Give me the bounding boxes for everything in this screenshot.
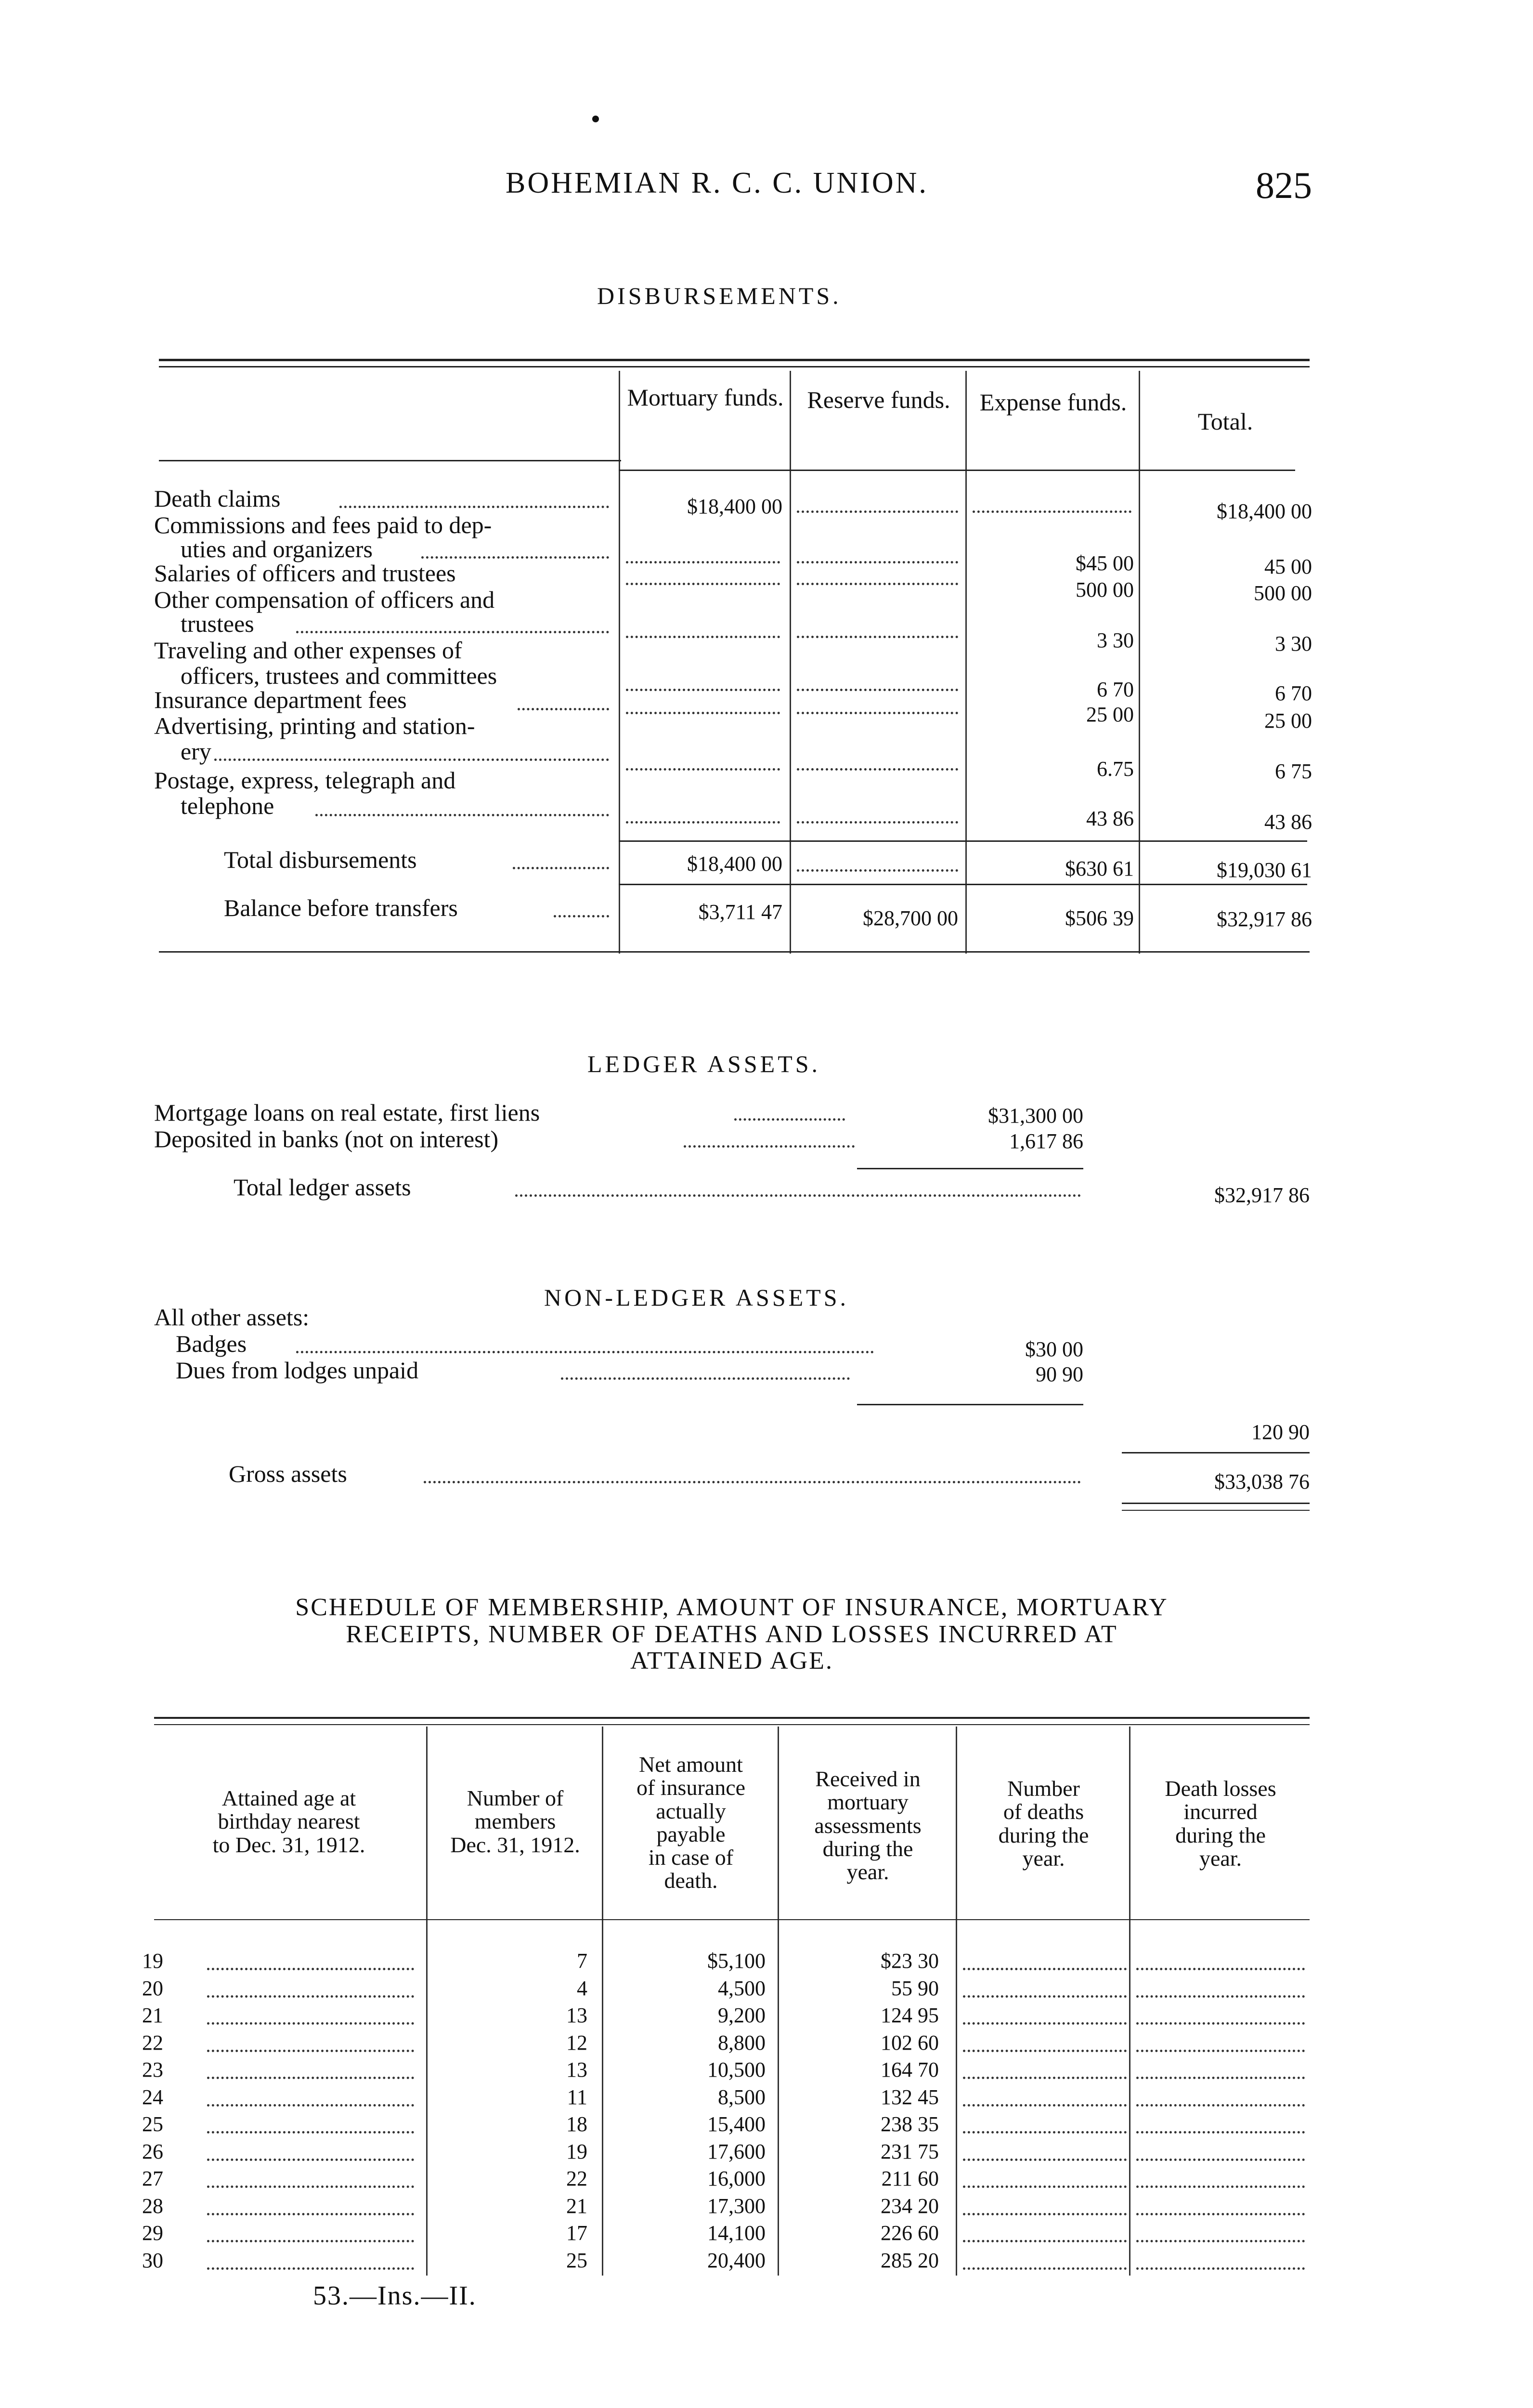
gross-assets-label: Gross assets bbox=[229, 1460, 347, 1487]
header-line: Attained age at bbox=[221, 1786, 356, 1810]
cell-age: 21 bbox=[142, 2003, 163, 2027]
nonledger-subtotal-rule bbox=[857, 1404, 1083, 1405]
cell-members: 19 bbox=[566, 2139, 587, 2163]
nonledger-row-label: Dues from lodges unpaid bbox=[176, 1357, 419, 1384]
cell-received: 55 90 bbox=[891, 1976, 939, 2000]
cell-age: 19 bbox=[142, 1949, 163, 1973]
leader-dots bbox=[207, 2267, 414, 2270]
col-divider bbox=[790, 371, 791, 954]
table-row bbox=[0, 2032, 1533, 2060]
losses-leader-dots bbox=[1136, 2131, 1305, 2133]
cell-received: 226 60 bbox=[881, 2221, 939, 2245]
cell-age: 23 bbox=[142, 2058, 163, 2081]
leader-dots bbox=[339, 506, 609, 508]
leader-dots bbox=[207, 1995, 414, 1998]
leader-dots bbox=[214, 759, 609, 761]
table-row bbox=[0, 1950, 1533, 1978]
table-row bbox=[0, 2168, 1533, 2196]
deaths-leader-dots bbox=[963, 1995, 1127, 1998]
disb-row-label: Insurance department fees bbox=[154, 686, 407, 713]
schedule-title-line: RECEIPTS, NUMBER OF DEATHS AND LOSSES INCURRED AT bbox=[346, 1620, 1118, 1648]
footer-signature: 53.—Ins.—II. bbox=[313, 2281, 477, 2311]
col-header-reserve: Reserve funds. bbox=[807, 386, 950, 413]
disb-row-label: Salaries of officers and trustees bbox=[154, 560, 456, 587]
total-disbursements-label: Total disbursements bbox=[224, 846, 417, 873]
leader-dots bbox=[207, 2213, 414, 2215]
col-divider bbox=[1139, 371, 1140, 954]
leader-dots bbox=[207, 2131, 414, 2133]
header-line: during the bbox=[998, 1822, 1089, 1847]
leader-dots bbox=[797, 869, 958, 872]
header-line: to Dec. 31, 1912. bbox=[212, 1832, 365, 1857]
leader-dots bbox=[207, 1968, 414, 1970]
cell-received: 231 75 bbox=[881, 2139, 939, 2163]
disb-row-label: Advertising, printing and station- bbox=[154, 712, 475, 739]
cell-age: 28 bbox=[142, 2194, 163, 2218]
header-line: Number of bbox=[467, 1786, 564, 1810]
cell-insurance: $5,100 bbox=[707, 1949, 766, 1973]
cell-insurance: 15,400 bbox=[707, 2112, 766, 2136]
header-line: in case of bbox=[648, 1845, 734, 1870]
losses-leader-dots bbox=[1136, 2186, 1305, 2188]
disbursements-top-rule-2 bbox=[159, 366, 1310, 367]
cell-age: 30 bbox=[142, 2248, 163, 2272]
leader-dots bbox=[797, 583, 958, 585]
cell-members: 25 bbox=[566, 2248, 587, 2272]
losses-leader-dots bbox=[1136, 2159, 1305, 2161]
leader-dots bbox=[513, 867, 609, 869]
nonledger-row-value: 90 90 bbox=[1036, 1362, 1083, 1386]
leader-dots bbox=[973, 510, 1131, 513]
losses-leader-dots bbox=[1136, 1995, 1305, 1998]
cell-received: 238 35 bbox=[881, 2112, 939, 2136]
header-line: year. bbox=[1022, 1845, 1065, 1871]
cell-members: 7 bbox=[577, 1949, 587, 1973]
disb-total-value: $18,400 00 bbox=[1217, 499, 1312, 523]
disb-expense-value: 6.75 bbox=[1097, 757, 1134, 781]
leader-dots bbox=[296, 1351, 874, 1353]
table-row bbox=[0, 2059, 1533, 2087]
col-header-mortuary: Mortuary funds. bbox=[627, 384, 784, 411]
cell-insurance: 16,000 bbox=[707, 2167, 766, 2190]
leader-dots bbox=[207, 2077, 414, 2079]
cell-insurance: 20,400 bbox=[707, 2248, 766, 2272]
schedule-title bbox=[144, 1594, 1319, 1675]
disbursements-top-rule bbox=[159, 359, 1310, 361]
header-line: year. bbox=[846, 1859, 889, 1885]
disb-row-label: Postage, express, telegraph and bbox=[154, 767, 456, 794]
page-header-title: BOHEMIAN R. C. C. UNION. bbox=[506, 167, 928, 199]
cell-received: 132 45 bbox=[881, 2085, 939, 2109]
losses-leader-dots bbox=[1136, 2213, 1305, 2215]
disb-row-label: trustees bbox=[181, 610, 254, 637]
disb-row-label: Traveling and other expenses of bbox=[154, 637, 462, 664]
gross-under-rule-2 bbox=[1122, 1510, 1310, 1511]
cell-members: 18 bbox=[566, 2112, 587, 2136]
header-line: Net amount bbox=[639, 1752, 743, 1777]
header-line: payable bbox=[656, 1821, 726, 1846]
leader-dots bbox=[207, 2186, 414, 2188]
leader-dots bbox=[626, 636, 780, 638]
cell-insurance: 17,300 bbox=[707, 2194, 766, 2218]
cell-age: 22 bbox=[142, 2030, 163, 2055]
leader-dots bbox=[797, 821, 958, 824]
header-line: members bbox=[474, 1809, 556, 1834]
sched-header-age bbox=[154, 1787, 424, 1857]
header-line: year. bbox=[1199, 1845, 1242, 1871]
header-line: Received in bbox=[815, 1767, 921, 1791]
disb-expense-value: $45 00 bbox=[1076, 551, 1134, 575]
col-divider bbox=[619, 371, 620, 954]
table-row bbox=[0, 2250, 1533, 2278]
deaths-leader-dots bbox=[963, 2131, 1127, 2133]
leader-dots bbox=[797, 636, 958, 638]
balance-label: Balance before transfers bbox=[224, 894, 458, 921]
cell-insurance: 9,200 bbox=[718, 2003, 766, 2027]
disbursements-title: DISBURSEMENTS. bbox=[597, 282, 842, 309]
ink-mark bbox=[592, 116, 599, 122]
header-line: actually bbox=[656, 1798, 726, 1823]
cell-received: 102 60 bbox=[881, 2030, 939, 2055]
balance-above-rule bbox=[619, 884, 1307, 885]
header-line: Death losses bbox=[1165, 1776, 1276, 1801]
losses-leader-dots bbox=[1136, 2104, 1305, 2107]
header-line: of deaths bbox=[1003, 1799, 1084, 1824]
leader-dots bbox=[684, 1145, 855, 1148]
total-expense: $630 61 bbox=[1065, 857, 1134, 880]
table-row bbox=[0, 2114, 1533, 2142]
gross-assets-value: $33,038 76 bbox=[1214, 1470, 1310, 1493]
leader-dots bbox=[207, 2159, 414, 2161]
disb-total-value: 6 70 bbox=[1275, 681, 1312, 705]
disb-row-label: uties and organizers bbox=[181, 536, 373, 563]
disb-total-value: 3 30 bbox=[1275, 632, 1312, 655]
header-line: death. bbox=[664, 1868, 718, 1893]
col-divider bbox=[965, 371, 967, 954]
gross-above-rule bbox=[1122, 1452, 1310, 1453]
cell-insurance: 4,500 bbox=[718, 1976, 766, 2000]
cell-insurance: 17,600 bbox=[707, 2139, 766, 2163]
col-header-expense: Expense funds. bbox=[979, 389, 1127, 416]
disb-row-label: officers, trustees and committees bbox=[181, 662, 497, 689]
leader-dots bbox=[515, 1194, 1081, 1197]
leader-dots bbox=[734, 1118, 845, 1121]
schedule-top-rule bbox=[154, 1717, 1310, 1719]
deaths-leader-dots bbox=[963, 2213, 1127, 2215]
table-row bbox=[0, 1978, 1533, 2006]
total-mortuary: $18,400 00 bbox=[687, 852, 782, 876]
disb-mortuary-value: $18,400 00 bbox=[687, 495, 782, 518]
header-line: during the bbox=[822, 1836, 913, 1861]
cell-age: 20 bbox=[142, 1976, 163, 2000]
leader-dots bbox=[554, 915, 609, 917]
deaths-leader-dots bbox=[963, 2240, 1127, 2242]
cell-members: 17 bbox=[566, 2221, 587, 2245]
table-row bbox=[0, 2141, 1533, 2169]
table-row bbox=[0, 2087, 1533, 2115]
leader-dots bbox=[207, 2022, 414, 2025]
schedule-header-under-rule bbox=[154, 1919, 1310, 1920]
gross-under-rule bbox=[1122, 1503, 1310, 1504]
ledger-row-value: $31,300 00 bbox=[988, 1104, 1083, 1127]
cell-insurance: 14,100 bbox=[707, 2221, 766, 2245]
ledger-row-label: Deposited in banks (not on interest) bbox=[154, 1125, 499, 1152]
cell-received: $23 30 bbox=[881, 1949, 939, 1973]
deaths-leader-dots bbox=[963, 2104, 1127, 2107]
deaths-leader-dots bbox=[963, 2022, 1127, 2025]
deaths-leader-dots bbox=[963, 2077, 1127, 2079]
leader-dots bbox=[626, 561, 780, 563]
ledger-total-label: Total ledger assets bbox=[234, 1174, 411, 1201]
header-line: during the bbox=[1175, 1822, 1266, 1847]
sched-header-insurance bbox=[604, 1753, 778, 1893]
losses-leader-dots bbox=[1136, 2240, 1305, 2242]
sched-header-members bbox=[429, 1787, 602, 1857]
sched-header-deaths bbox=[958, 1777, 1129, 1870]
header-line: of insurance bbox=[636, 1775, 746, 1800]
deaths-leader-dots bbox=[963, 2267, 1127, 2270]
ledger-row-value: 1,617 86 bbox=[1009, 1129, 1083, 1153]
cell-members: 13 bbox=[566, 2003, 587, 2027]
page-number: 825 bbox=[1256, 164, 1312, 206]
deaths-leader-dots bbox=[963, 2159, 1127, 2161]
nonledger-row-value: $30 00 bbox=[1025, 1337, 1083, 1361]
disb-expense-value: 500 00 bbox=[1076, 578, 1134, 602]
cell-members: 4 bbox=[577, 1976, 587, 2000]
disb-row-label: ery bbox=[181, 738, 211, 765]
disb-row-label: Commissions and fees paid to dep- bbox=[154, 511, 492, 538]
leader-dots bbox=[315, 814, 609, 816]
leader-dots bbox=[207, 2050, 414, 2052]
schedule-title-line: SCHEDULE OF MEMBERSHIP, AMOUNT OF INSURANCE, MORTUARY bbox=[295, 1594, 1169, 1621]
total-above-rule bbox=[619, 840, 1307, 842]
sched-header-received bbox=[780, 1767, 956, 1884]
losses-leader-dots bbox=[1136, 2022, 1305, 2025]
cell-members: 22 bbox=[566, 2167, 587, 2190]
disb-expense-value: 6 70 bbox=[1097, 678, 1134, 701]
cell-received: 124 95 bbox=[881, 2003, 939, 2027]
disb-row-label: Death claims bbox=[154, 485, 281, 512]
losses-leader-dots bbox=[1136, 2050, 1305, 2052]
leader-dots bbox=[797, 712, 958, 714]
leader-dots bbox=[296, 631, 609, 633]
balance-reserve: $28,700 00 bbox=[863, 906, 958, 930]
nonledger-intro: All other assets: bbox=[154, 1304, 310, 1331]
cell-members: 21 bbox=[566, 2194, 587, 2218]
leader-dots bbox=[518, 708, 609, 710]
disb-expense-value: 25 00 bbox=[1086, 703, 1134, 726]
nonledger-subtotal: 120 90 bbox=[1251, 1420, 1310, 1444]
losses-leader-dots bbox=[1136, 2267, 1305, 2270]
header-under-rule bbox=[619, 470, 1295, 471]
ledger-title: LEDGER ASSETS. bbox=[587, 1050, 821, 1077]
cell-received: 164 70 bbox=[881, 2058, 939, 2081]
sched-header-losses bbox=[1131, 1777, 1310, 1870]
leader-dots bbox=[797, 561, 958, 563]
leader-dots bbox=[207, 2104, 414, 2107]
cell-received: 234 20 bbox=[881, 2194, 939, 2218]
nonledger-title: NON-LEDGER ASSETS. bbox=[544, 1284, 849, 1311]
cell-received: 211 60 bbox=[881, 2167, 939, 2190]
disb-total-value: 6 75 bbox=[1275, 759, 1312, 783]
leader-dots bbox=[626, 712, 780, 714]
cell-members: 12 bbox=[566, 2030, 587, 2055]
table-row bbox=[0, 2223, 1533, 2251]
balance-mortuary: $3,711 47 bbox=[698, 900, 782, 924]
losses-leader-dots bbox=[1136, 2077, 1305, 2079]
header-line: mortuary bbox=[827, 1790, 909, 1815]
disb-expense-value: 3 30 bbox=[1097, 628, 1134, 652]
table-row bbox=[0, 2196, 1533, 2224]
leader-dots bbox=[561, 1377, 850, 1380]
losses-leader-dots bbox=[1136, 1968, 1305, 1970]
schedule-title-line: ATTAINED AGE. bbox=[630, 1647, 833, 1675]
disbursements-bottom-rule bbox=[159, 951, 1310, 953]
balance-expense: $506 39 bbox=[1065, 906, 1134, 930]
disb-total-value: 25 00 bbox=[1264, 709, 1312, 733]
leader-dots bbox=[626, 583, 780, 585]
leader-dots bbox=[626, 689, 780, 691]
cell-age: 29 bbox=[142, 2221, 163, 2245]
disb-total-value: 43 86 bbox=[1264, 810, 1312, 834]
cell-age: 26 bbox=[142, 2139, 163, 2163]
disb-row-label: telephone bbox=[181, 792, 274, 819]
schedule-top-rule-2 bbox=[154, 1724, 1310, 1725]
balance-total: $32,917 86 bbox=[1217, 907, 1312, 931]
cell-insurance: 8,800 bbox=[718, 2030, 766, 2055]
leader-dots bbox=[797, 510, 958, 513]
leader-dots bbox=[626, 768, 780, 771]
table-row bbox=[0, 2005, 1533, 2033]
disb-total-value: 500 00 bbox=[1254, 581, 1312, 605]
deaths-leader-dots bbox=[963, 2050, 1127, 2052]
total-total: $19,030 61 bbox=[1217, 858, 1312, 882]
cell-received: 285 20 bbox=[881, 2248, 939, 2272]
ledger-row-label: Mortgage loans on real estate, first liens bbox=[154, 1099, 540, 1126]
header-line: Number bbox=[1007, 1776, 1080, 1801]
ledger-total-value: $32,917 86 bbox=[1214, 1183, 1310, 1207]
disb-row-label: Other compensation of officers and bbox=[154, 586, 495, 613]
col-header-total: Total. bbox=[1197, 408, 1253, 435]
deaths-leader-dots bbox=[963, 1968, 1127, 1970]
cell-age: 25 bbox=[142, 2112, 163, 2136]
leader-dots bbox=[207, 2240, 414, 2242]
leader-dots bbox=[421, 556, 609, 559]
leader-dots bbox=[626, 821, 780, 824]
cell-age: 24 bbox=[142, 2085, 163, 2109]
header-line: incurred bbox=[1183, 1799, 1258, 1824]
header-line: Dec. 31, 1912. bbox=[450, 1832, 580, 1857]
cell-members: 11 bbox=[567, 2085, 587, 2109]
nonledger-row-label: Badges bbox=[176, 1330, 247, 1357]
deaths-leader-dots bbox=[963, 2186, 1127, 2188]
cell-insurance: 10,500 bbox=[707, 2058, 766, 2081]
header-under-rule bbox=[159, 460, 621, 461]
header-line: assessments bbox=[814, 1813, 922, 1838]
leader-dots bbox=[797, 768, 958, 771]
cell-insurance: 8,500 bbox=[718, 2085, 766, 2109]
leader-dots bbox=[797, 689, 958, 691]
ledger-subtotal-rule bbox=[857, 1168, 1083, 1169]
cell-members: 13 bbox=[566, 2058, 587, 2081]
cell-age: 27 bbox=[142, 2167, 163, 2190]
disb-total-value: 45 00 bbox=[1264, 555, 1312, 578]
leader-dots bbox=[424, 1481, 1081, 1483]
header-line: birthday nearest bbox=[218, 1809, 360, 1834]
disb-expense-value: 43 86 bbox=[1086, 807, 1134, 830]
